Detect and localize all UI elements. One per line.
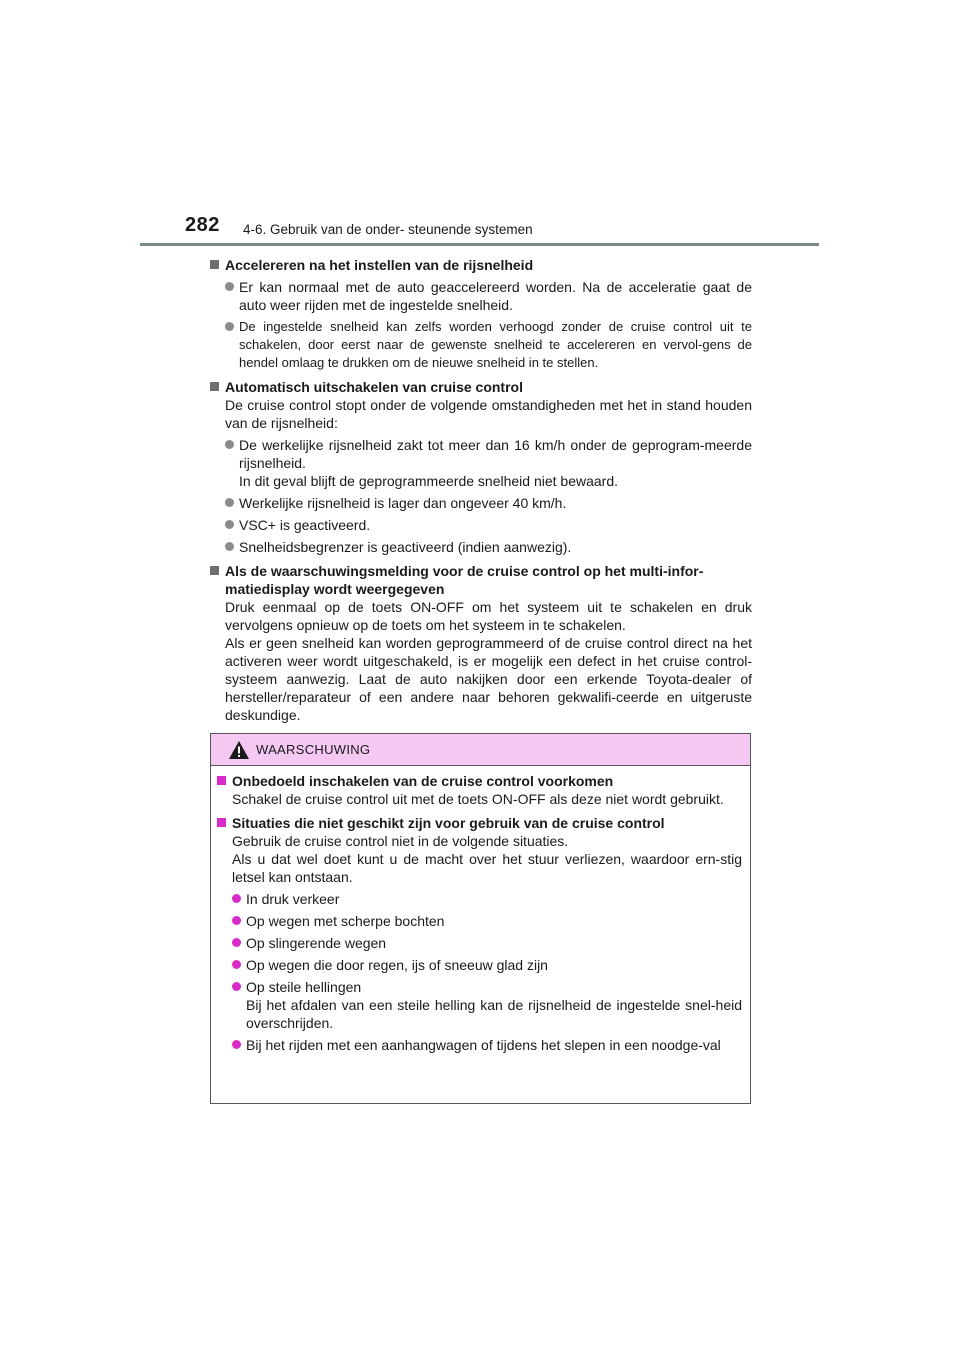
square-bullet-icon — [210, 382, 219, 391]
section-heading: Situaties die niet geschikt zijn voor gebruik van de cruise control — [217, 814, 742, 832]
paragraph: Druk eenmaal op de toets ON-OFF om het systeem uit te schakelen en druk vervolgens opnieuw op de toets om het systeem in te schakelen. — [225, 599, 752, 633]
list-item: Op wegen die door regen, ijs of sneeuw glad zijn — [232, 956, 742, 974]
main-content — [210, 256, 752, 730]
section-heading: Automatisch uitschakelen van cruise control — [210, 378, 752, 396]
list-item: Bij het rijden met een aanhangwagen of tijdens het slepen in een noodge-val — [232, 1036, 742, 1054]
round-bullet-icon — [232, 916, 241, 925]
list-item: Er kan normaal met de auto geaccelereerd worden. Na de acceleratie gaat de auto weer rijden met de ingestelde snelheid. — [225, 278, 752, 314]
round-bullet-icon — [232, 894, 241, 903]
paragraph: Schakel de cruise control uit met de toets ON-OFF als deze niet wordt gebruikt. — [232, 791, 724, 807]
warning-section — [217, 814, 742, 1054]
section-title: 4-6. Gebruik van de onder- steunende systemen — [243, 222, 533, 237]
paragraph: Als u dat wel doet kunt u de macht over het stuur verliezen, waardoor ern-stig letsel kan ontstaan. — [232, 851, 742, 885]
round-bullet-icon — [225, 520, 234, 529]
list-item: Op slingerende wegen — [232, 934, 742, 952]
list-item: De werkelijke rijsnelheid zakt tot meer dan 16 km/h onder de geprogram-meerde rijsnelheid. In dit geval blijft de geprogrammeerde snelheid niet bewaard. — [225, 436, 752, 490]
list-item: Op steile hellingen Bij het afdalen van een steile helling kan de rijsnelheid de ingestelde snel-heid overschrijden. — [232, 978, 742, 1032]
round-bullet-icon — [225, 440, 234, 449]
square-bullet-icon — [210, 260, 219, 269]
round-bullet-icon — [225, 282, 234, 291]
section-heading: Onbedoeld inschakelen van de cruise control voorkomen — [217, 772, 742, 790]
warning-body — [211, 766, 750, 1054]
warning-header — [211, 734, 750, 766]
paragraph: De cruise control stopt onder de volgende omstandigheden met het in stand houden van de rijsnelheid: — [225, 397, 752, 431]
warning-box — [210, 733, 751, 1104]
paragraph: Als er geen snelheid kan worden geprogrammeerd of de cruise control direct na het activeren weer wordt uitgeschakeld, is er mogelijk een defect in het cruise control-systeem aanwezig. Laat de auto nakijken door een erkende Toyota-dealer of hersteller/reparateur of een andere naar behoren gekwalifi-ceerde en uitgeruste deskundige. — [225, 635, 752, 723]
round-bullet-icon — [232, 960, 241, 969]
warning-triangle-icon — [228, 740, 250, 760]
list-item: Werkelijke rijsnelheid is lager dan ongeveer 40 km/h. — [225, 494, 752, 512]
section-accelerate — [210, 256, 752, 372]
page-header — [185, 214, 820, 254]
section-auto-off — [210, 378, 752, 556]
round-bullet-icon — [232, 1040, 241, 1049]
section-warning-message — [210, 562, 752, 724]
page-number: 282 — [185, 214, 220, 236]
section-heading: Accelereren na het instellen van de rijsnelheid — [210, 256, 752, 274]
list-item: In druk verkeer — [232, 890, 742, 908]
warning-title: WAARSCHUWING — [256, 742, 371, 757]
square-bullet-icon — [217, 818, 226, 827]
list-item: De ingestelde snelheid kan zelfs worden verhoogd zonder de cruise control uit te schakelen, door eerst naar de gewenste snelheid te accelereren en vervol-gens de hendel omlaag te drukken om de nieuwe snelheid in te stellen. — [225, 318, 752, 372]
list-item: Op wegen met scherpe bochten — [232, 912, 742, 930]
list-item: Snelheidsbegrenzer is geactiveerd (indien aanwezig). — [225, 538, 752, 556]
round-bullet-icon — [232, 938, 241, 947]
square-bullet-icon — [210, 566, 219, 575]
round-bullet-icon — [232, 982, 241, 991]
warning-section — [217, 772, 742, 808]
round-bullet-icon — [225, 498, 234, 507]
section-heading: Als de waarschuwingsmelding voor de cruise control op het multi-infor-matiedisplay wordt weergegeven — [210, 562, 752, 598]
header-rule — [140, 243, 819, 246]
paragraph: Gebruik de cruise control niet in de volgende situaties. — [232, 833, 569, 849]
list-item: VSC+ is geactiveerd. — [225, 516, 752, 534]
round-bullet-icon — [225, 542, 234, 551]
square-bullet-icon — [217, 776, 226, 785]
round-bullet-icon — [225, 322, 234, 331]
